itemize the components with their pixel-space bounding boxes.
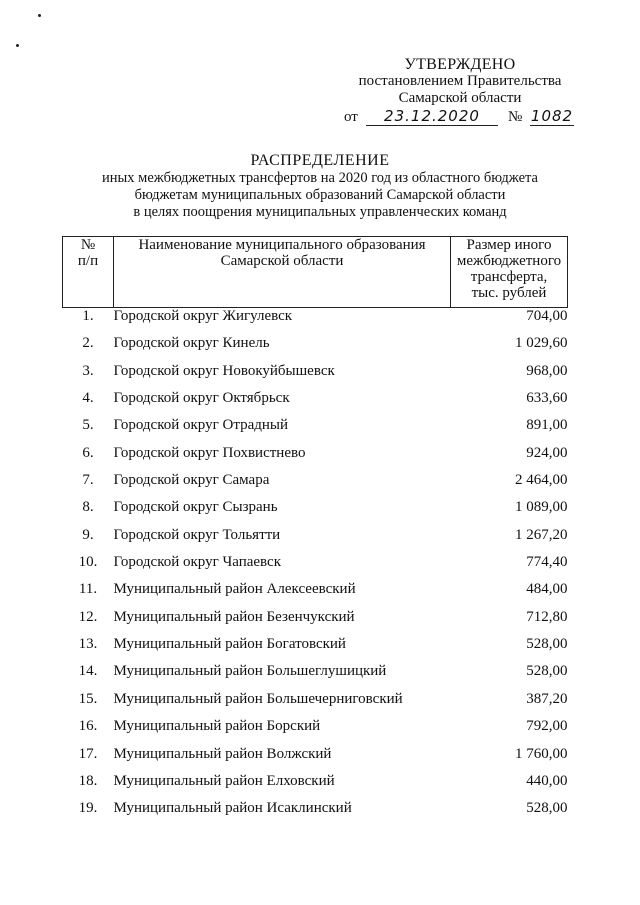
row-amount: 528,00 [526, 663, 568, 680]
table-row [63, 800, 568, 827]
row-amount: 1 089,00 [515, 499, 568, 516]
row-amount: 704,00 [526, 308, 568, 324]
row-amount: 528,00 [526, 800, 568, 817]
row-num: 18. [78, 772, 98, 789]
table-row [63, 581, 568, 608]
row-amount: 1 760,00 [515, 745, 568, 762]
document-title: РАСПРЕДЕЛЕНИЕ [250, 152, 390, 169]
table-row [63, 554, 568, 581]
row-name: Городской округ Чапаевск [113, 554, 281, 571]
table-row [63, 390, 568, 417]
row-amount: 792,00 [526, 718, 568, 735]
document-subtitle-2: бюджетам муниципальных образований Самарской области [134, 187, 506, 203]
row-amount: 387,20 [526, 690, 568, 707]
row-num: 13. [78, 636, 98, 653]
approval-number: 1082 [530, 107, 574, 125]
row-num: 12. [78, 608, 98, 625]
row-num: 3. [82, 362, 94, 379]
table-row [63, 691, 568, 718]
row-name: Городской округ Самара [113, 472, 270, 489]
table-row [63, 746, 568, 773]
row-num: 16. [78, 718, 98, 735]
row-amount: 924,00 [526, 444, 568, 461]
table-row [63, 609, 568, 636]
table-row [63, 335, 568, 362]
row-name: Городской округ Кинель [113, 335, 270, 352]
row-num: 19. [78, 800, 98, 817]
row-amount: 2 464,00 [515, 472, 568, 489]
row-name: Муниципальный район Елховский [113, 772, 335, 789]
row-name: Городской округ Сызрань [113, 499, 278, 516]
row-name: Муниципальный район Алексеевский [113, 581, 356, 598]
header-amount: Размер иного межбюджетного трансферта, тыс. рублей [451, 237, 568, 308]
row-amount: 633,60 [526, 390, 568, 407]
row-num: 15. [78, 690, 98, 707]
row-num: 1. [82, 308, 94, 324]
row-amount: 1 029,60 [515, 335, 568, 352]
row-num: 8. [82, 499, 94, 516]
row-num: 14. [78, 663, 98, 680]
row-amount: 484,00 [526, 581, 568, 598]
table-row [63, 527, 568, 554]
table-row [63, 499, 568, 526]
row-name: Муниципальный район Борский [113, 718, 321, 735]
table-row [63, 636, 568, 663]
document-subtitle-1: иных межбюджетных трансфертов на 2020 год из областного бюджета [102, 170, 538, 186]
row-amount: 1 267,20 [515, 526, 568, 543]
row-amount: 968,00 [526, 362, 568, 379]
approval-date-line [344, 109, 584, 126]
row-num: 5. [82, 417, 94, 434]
row-amount: 891,00 [526, 417, 568, 434]
header-num: № п/п [63, 237, 114, 308]
row-num: 4. [82, 390, 94, 407]
table-row [63, 445, 568, 472]
row-name: Городской округ Жигулевск [113, 308, 293, 324]
row-name: Муниципальный район Большечерниговский [113, 690, 403, 707]
row-amount: 712,80 [526, 608, 568, 625]
row-name: Муниципальный район Богатовский [113, 636, 346, 653]
row-name: Городской округ Октябрьск [113, 390, 290, 407]
table-row [63, 417, 568, 444]
header-name: Наименование муниципального образования Самарской области [114, 237, 451, 308]
row-name: Муниципальный район Волжский [113, 745, 332, 762]
approval-heading: УТВЕРЖДЕНО [404, 56, 516, 73]
row-num: 2. [82, 335, 94, 352]
row-name: Муниципальный район Безенчукский [113, 608, 355, 625]
table-row [63, 663, 568, 690]
row-num: 10. [78, 554, 98, 571]
row-num: 6. [82, 444, 94, 461]
document-subtitle-3: в целях поощрения муниципальных управленческих команд [133, 204, 507, 220]
row-name: Муниципальный район Большеглушицкий [113, 663, 387, 680]
row-num: 17. [78, 745, 98, 762]
row-num: 7. [82, 472, 94, 489]
row-name: Муниципальный район Исаклинский [113, 800, 352, 817]
row-num: 9. [82, 526, 94, 543]
row-name: Городской округ Новокуйбышевск [113, 362, 335, 379]
table-row [63, 773, 568, 800]
row-amount: 528,00 [526, 636, 568, 653]
from-label: от [344, 109, 358, 125]
table-header-row [63, 237, 568, 308]
approval-line2: Самарской области [398, 90, 522, 106]
scan-speck [16, 44, 19, 47]
distribution-table [62, 236, 568, 828]
scan-speck [38, 14, 41, 17]
approval-line1: постановлением Правительства [358, 73, 562, 89]
row-name: Городской округ Отрадный [113, 417, 288, 434]
table-row [63, 718, 568, 745]
approval-block [330, 56, 590, 107]
row-amount: 440,00 [526, 772, 568, 789]
number-label: № [508, 109, 523, 125]
row-name: Городской округ Тольятти [113, 526, 281, 543]
table-row [63, 472, 568, 499]
table-row [63, 308, 568, 336]
approval-date: 23.12.2020 [366, 107, 498, 126]
row-num: 11. [78, 581, 98, 598]
row-name: Городской округ Похвистнево [113, 444, 306, 461]
row-amount: 774,40 [526, 554, 568, 571]
table-row [63, 363, 568, 390]
